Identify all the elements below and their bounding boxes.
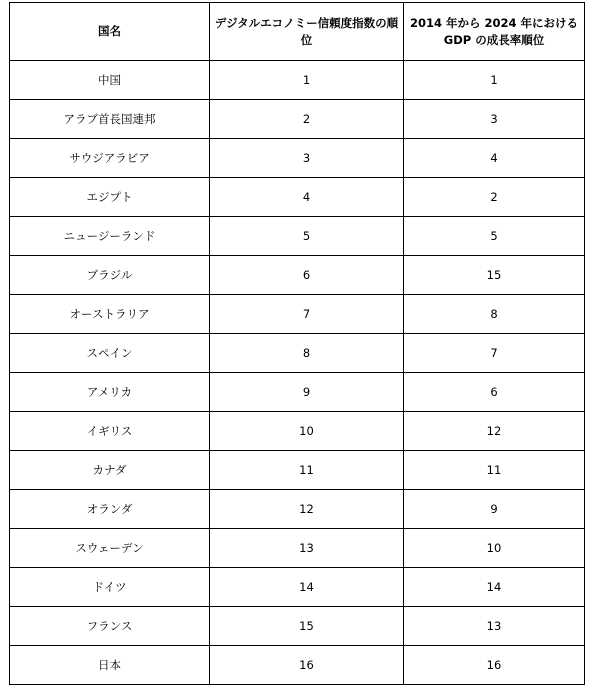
cell-gdp-rank: 3	[404, 100, 585, 139]
header-gdp-growth-rank-line1: 2014 年から 2024 年における	[409, 15, 579, 30]
table-row	[10, 217, 585, 256]
cell-trust-rank: 3	[210, 139, 404, 178]
cell-gdp-rank: 5	[404, 217, 585, 256]
cell-trust-rank: 5	[210, 217, 404, 256]
cell-country: イギリス	[10, 412, 210, 451]
table-row	[10, 607, 585, 646]
table-row	[10, 451, 585, 490]
cell-country: カナダ	[10, 451, 210, 490]
header-digital-trust-rank: デジタルエコノミー信頼度指数の順位	[210, 3, 404, 61]
table-row	[10, 646, 585, 685]
cell-country: スウェーデン	[10, 529, 210, 568]
cell-trust-rank: 2	[210, 100, 404, 139]
table-row	[10, 295, 585, 334]
cell-gdp-rank: 13	[404, 607, 585, 646]
cell-country: サウジアラビア	[10, 139, 210, 178]
header-row	[10, 3, 585, 61]
cell-trust-rank: 12	[210, 490, 404, 529]
cell-gdp-rank: 7	[404, 334, 585, 373]
cell-gdp-rank: 14	[404, 568, 585, 607]
cell-gdp-rank: 8	[404, 295, 585, 334]
cell-country: エジプト	[10, 178, 210, 217]
table-row	[10, 61, 585, 100]
table-body	[10, 61, 585, 685]
cell-gdp-rank: 12	[404, 412, 585, 451]
table-row	[10, 568, 585, 607]
cell-trust-rank: 15	[210, 607, 404, 646]
cell-country: 日本	[10, 646, 210, 685]
cell-country: アメリカ	[10, 373, 210, 412]
table-row	[10, 178, 585, 217]
cell-gdp-rank: 10	[404, 529, 585, 568]
cell-gdp-rank: 15	[404, 256, 585, 295]
cell-gdp-rank: 9	[404, 490, 585, 529]
cell-trust-rank: 9	[210, 373, 404, 412]
cell-country: オランダ	[10, 490, 210, 529]
cell-trust-rank: 11	[210, 451, 404, 490]
cell-trust-rank: 6	[210, 256, 404, 295]
cell-country: アラブ首長国連邦	[10, 100, 210, 139]
table-row	[10, 256, 585, 295]
ranking-table	[9, 2, 585, 685]
cell-trust-rank: 4	[210, 178, 404, 217]
cell-gdp-rank: 11	[404, 451, 585, 490]
cell-country: オーストラリア	[10, 295, 210, 334]
table-row	[10, 100, 585, 139]
cell-trust-rank: 7	[210, 295, 404, 334]
cell-gdp-rank: 6	[404, 373, 585, 412]
header-country: 国名	[10, 3, 210, 61]
cell-trust-rank: 10	[210, 412, 404, 451]
cell-trust-rank: 1	[210, 61, 404, 100]
cell-gdp-rank: 4	[404, 139, 585, 178]
table-row	[10, 373, 585, 412]
cell-gdp-rank: 1	[404, 61, 585, 100]
cell-trust-rank: 13	[210, 529, 404, 568]
header-gdp-growth-rank-line2: GDP の成長率順位	[443, 32, 545, 47]
cell-trust-rank: 16	[210, 646, 404, 685]
cell-gdp-rank: 16	[404, 646, 585, 685]
table-row	[10, 490, 585, 529]
header-gdp-growth-rank	[404, 3, 585, 61]
cell-country: ドイツ	[10, 568, 210, 607]
cell-gdp-rank: 2	[404, 178, 585, 217]
table-row	[10, 529, 585, 568]
cell-country: フランス	[10, 607, 210, 646]
cell-country: ニュージーランド	[10, 217, 210, 256]
cell-country: ブラジル	[10, 256, 210, 295]
table-row	[10, 334, 585, 373]
cell-country: スペイン	[10, 334, 210, 373]
cell-trust-rank: 8	[210, 334, 404, 373]
table-header	[10, 3, 585, 61]
table-row	[10, 412, 585, 451]
table-row	[10, 139, 585, 178]
cell-trust-rank: 14	[210, 568, 404, 607]
cell-country: 中国	[10, 61, 210, 100]
